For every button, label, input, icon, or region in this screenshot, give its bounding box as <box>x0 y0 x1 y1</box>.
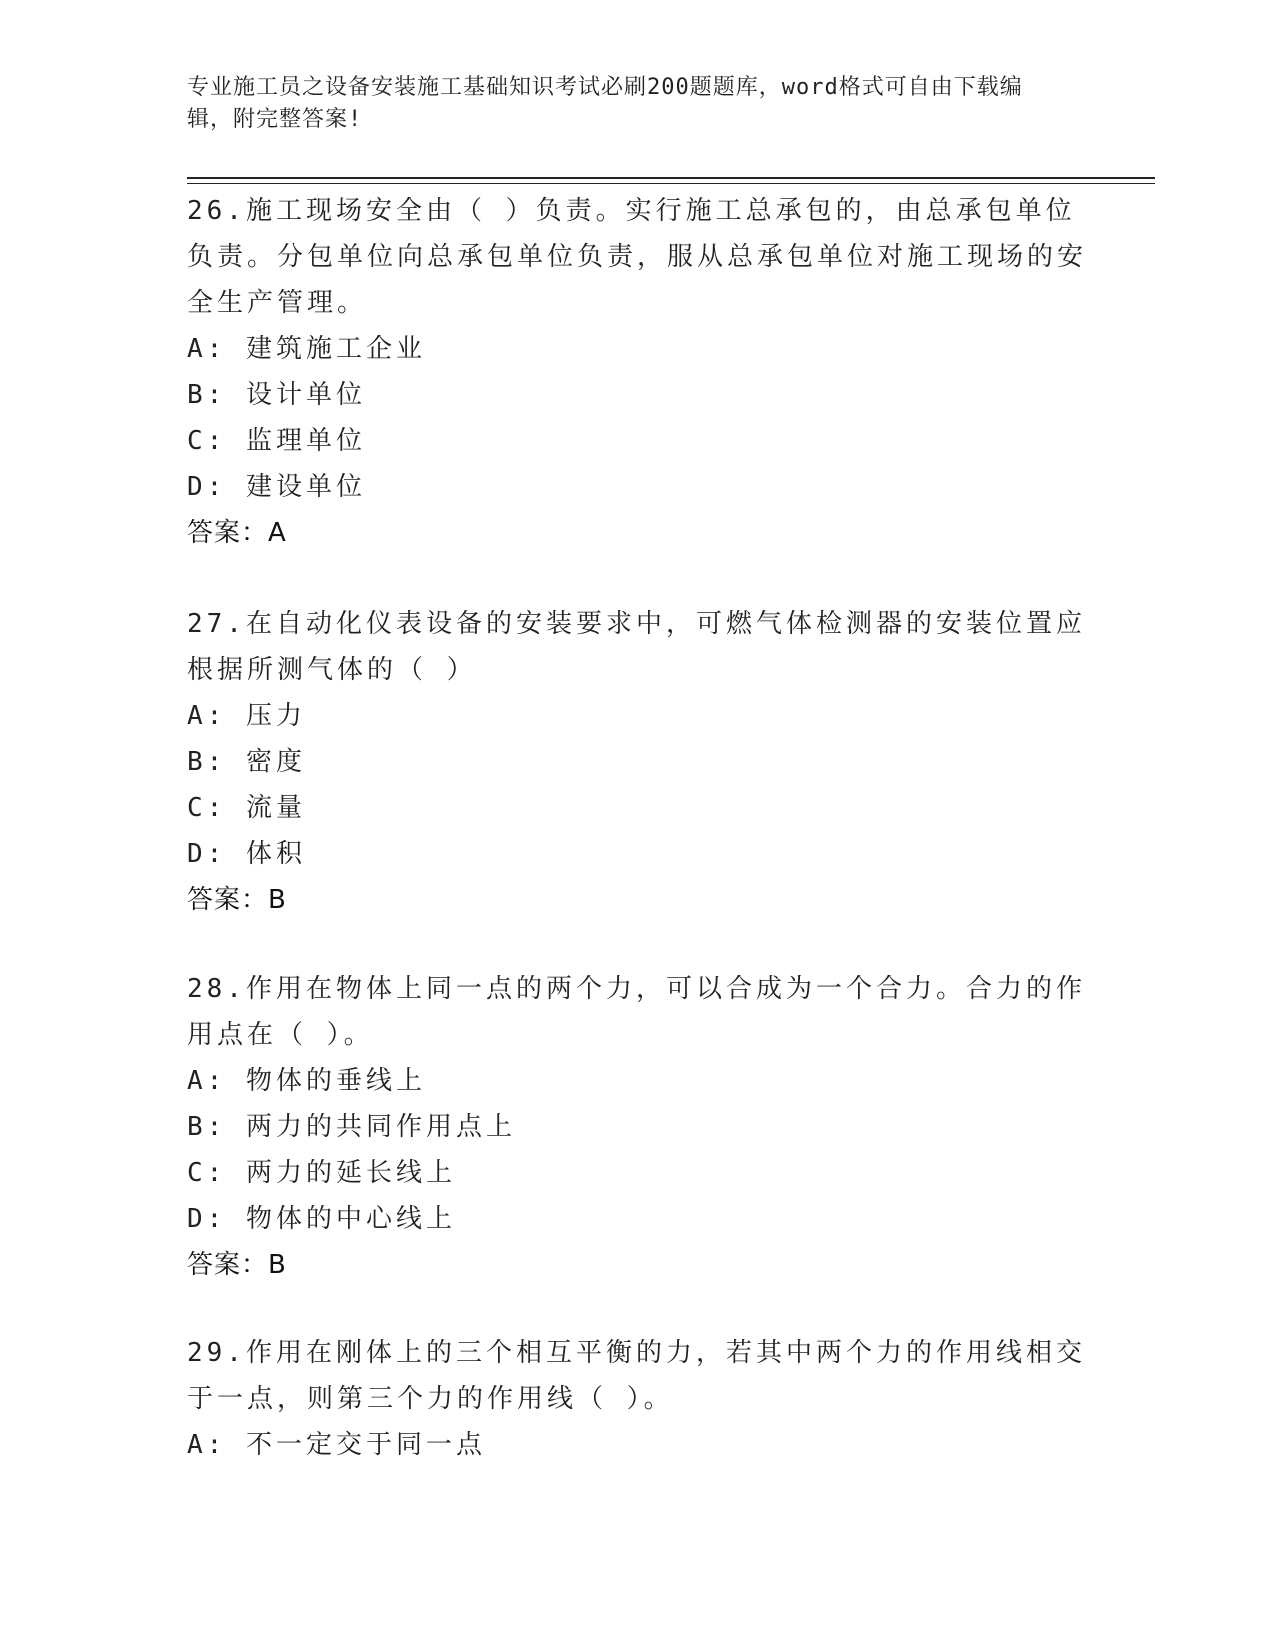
question-27 <box>187 601 1087 923</box>
answer: 答案：A <box>187 518 287 548</box>
question-28 <box>187 966 1087 1288</box>
option-a: A: 压力 <box>187 701 306 731</box>
answer: 答案：B <box>187 885 287 915</box>
option-a: A: 建筑施工企业 <box>187 334 426 364</box>
option-a: A: 不一定交于同一点 <box>187 1430 486 1460</box>
question-stem: 26.施工现场安全由（ ）负责。实行施工总承包的，由总承包单位负责。分包单位向总承包单位负责，服从总承包单位对施工现场的安全生产管理。 <box>187 196 1088 318</box>
answer: 答案：B <box>187 1250 287 1280</box>
option-d: D: 建设单位 <box>187 472 366 502</box>
header-divider <box>187 177 1155 179</box>
header-divider-thin <box>187 183 1155 184</box>
option-b: B: 设计单位 <box>187 380 366 410</box>
option-a: A: 物体的垂线上 <box>187 1066 426 1096</box>
question-stem: 27.在自动化仪表设备的安装要求中，可燃气体检测器的安装位置应根据所测气体的（ ） <box>187 609 1086 685</box>
option-d: D: 物体的中心线上 <box>187 1204 456 1234</box>
option-b: B: 密度 <box>187 747 306 777</box>
option-c: C: 监理单位 <box>187 426 366 456</box>
question-29 <box>187 1330 1087 1468</box>
option-c: C: 流量 <box>187 793 306 823</box>
option-b: B: 两力的共同作用点上 <box>187 1112 516 1142</box>
question-26 <box>187 188 1087 556</box>
question-stem: 29.作用在刚体上的三个相互平衡的力，若其中两个力的作用线相交于一点，则第三个力的作用线（ ）。 <box>187 1338 1086 1414</box>
option-c: C: 两力的延长线上 <box>187 1158 456 1188</box>
document-header: 专业施工员之设备安装施工基础知识考试必刷200题题库，word格式可自由下载编辑，附完整答案! <box>187 75 1023 132</box>
option-d: D: 体积 <box>187 839 306 869</box>
question-stem: 28.作用在物体上同一点的两个力，可以合成为一个合力。合力的作用点在（ ）。 <box>187 974 1086 1050</box>
